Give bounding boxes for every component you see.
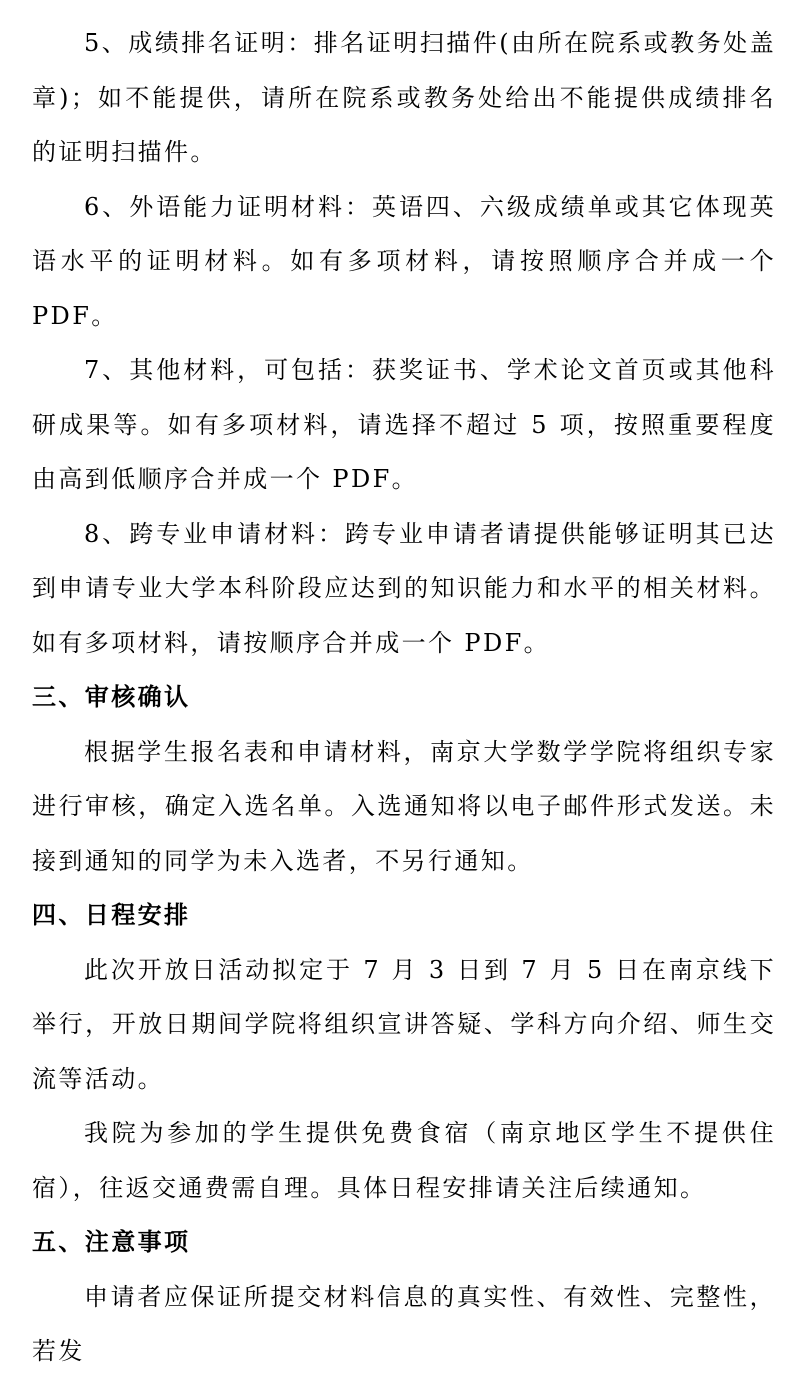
section-heading-review: 三、审核确认: [32, 683, 191, 711]
item-5-score-ranking: 5、成绩排名证明：排名证明扫描件(由所在院系或教务处盖章)；如不能提供，请所在院系或教务处给出不能提供成绩排名的证明扫描件。: [32, 29, 776, 166]
section-heading-schedule: 四、日程安排: [32, 901, 191, 929]
review-paragraph: 根据学生报名表和申请材料，南京大学数学学院将组织专家进行审核，确定入选名单。入选通知将以电子邮件形式发送。未接到通知的同学为未入选者，不另行通知。: [32, 737, 776, 875]
document-page: [32, 16, 776, 1379]
section-heading-notes: 五、注意事项: [32, 1228, 191, 1256]
schedule-paragraph-2: 我院为参加的学生提供免费食宿（南京地区学生不提供住宿），往返交通费需自理。具体日程安排请关注后续通知。: [32, 1119, 776, 1202]
item-6-language-proof: 6、外语能力证明材料：英语四、六级成绩单或其它体现英语水平的证明材料。如有多项材料，请按照顺序合并成一个 PDF。: [32, 192, 776, 330]
schedule-paragraph-1: 此次开放日活动拟定于 7 月 3 日到 7 月 5 日在南京线下举行，开放日期间学院将组织宣讲答疑、学科方向介绍、师生交流等活动。: [32, 955, 776, 1093]
item-8-cross-major: 8、跨专业申请材料：跨专业申请者请提供能够证明其已达到申请专业大学本科阶段应达到的知识能力和水平的相关材料。如有多项材料，请按顺序合并成一个 PDF。: [32, 519, 776, 657]
notes-paragraph: 申请者应保证所提交材料信息的真实性、有效性、完整性，若发: [32, 1282, 776, 1365]
item-7-other-materials: 7、其他材料，可包括：获奖证书、学术论文首页或其他科研成果等。如有多项材料，请选择不超过 5 项，按照重要程度由高到低顺序合并成一个 PDF。: [32, 356, 776, 493]
